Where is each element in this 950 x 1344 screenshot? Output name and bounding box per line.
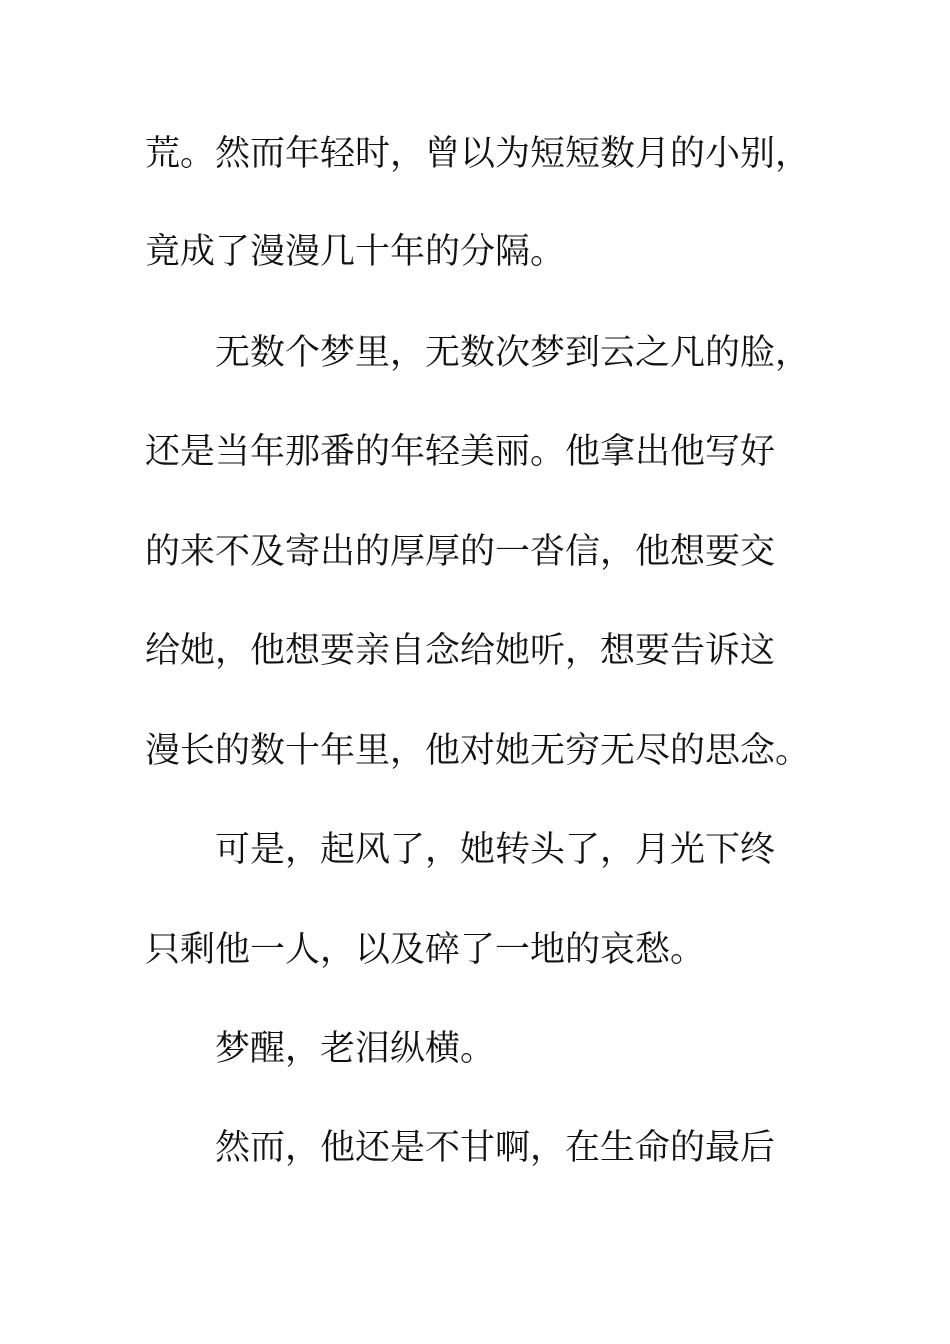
text-line: 只剩他一人，以及碎了一地的哀愁。 [145, 930, 706, 970]
text-line: 还是当年那番的年轻美丽。他拿出他写好 [145, 432, 776, 472]
paragraph-start-line: 梦醒，老泪纵横。 [215, 1029, 496, 1069]
text-line: 竟成了漫漫几十年的分隔。 [145, 232, 566, 272]
text-line: 漫长的数十年里，他对她无穷无尽的思念。 [145, 731, 811, 771]
paragraph-start-line: 可是，起风了，她转头了，月光下终 [215, 830, 776, 870]
paragraph-start-line: 然而，他还是不甘啊，在生命的最后 [215, 1128, 776, 1168]
text-line: 给她，他想要亲自念给她听，想要告诉这 [145, 631, 776, 671]
paragraph-start-line: 无数个梦里，无数次梦到云之凡的脸， [215, 333, 811, 373]
text-line: 荒。然而年轻时，曾以为短短数月的小别， [145, 134, 811, 174]
text-line: 的来不及寄出的厚厚的一沓信，他想要交 [145, 532, 776, 572]
